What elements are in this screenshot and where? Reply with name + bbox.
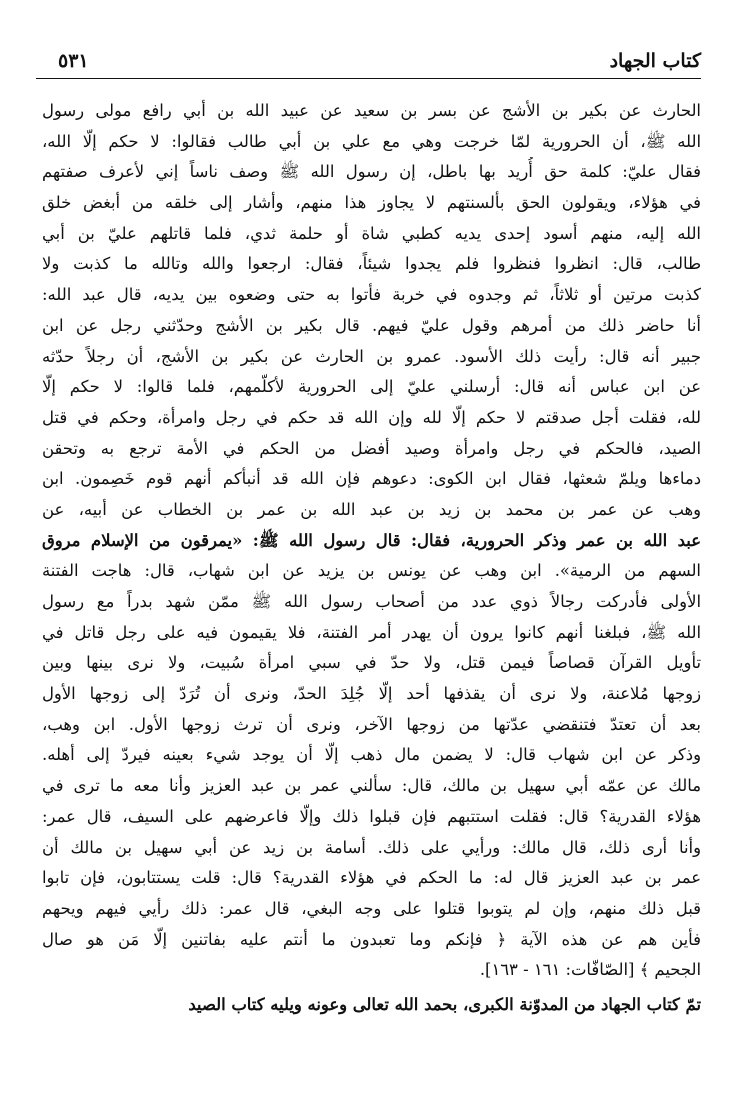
text-line-27: قبل ذلك منهم، وإن لم يتوبوا قتلوا على وجه البغي، قال عمر: ذلك رأيي فيهم ويحهم: [42, 898, 701, 918]
text-line-5: الله إليه، منهم أسود إحدى يديه كطبي شاة أو حلمة ثدي، فلما قاتلهم عليّ بن أبي: [42, 223, 701, 243]
closing-line: تمّ كتاب الجهاد من المدوّنة الكبرى، بحمد الله تعالى وعونه ويليه كتاب الصيد: [188, 995, 701, 1014]
text-line-12: الصيد، فالحكم في رجل وامرأة وصيد أفضل من الحكم في الأمة ترجع به وتحقن: [42, 438, 701, 458]
text-line-9: جبير أنه قال: رأيت ذلك الأسود. عمرو بن الحارث عن بكير بن الأشج، أن رجلاً حدّثه: [42, 346, 701, 366]
text-line-17: الأولى فأدركت رجالاً ذوي عدد من أصحاب رسول الله ﷺ ممّن شهد بدراً مع رسول: [42, 592, 701, 611]
text-line-19: تأويل القرآن قصاصاً فيمن قتل، ولا حدّ في سبي امرأة سُبيت، ولا نرى بينها وبين: [42, 653, 701, 673]
page-header: [36, 44, 701, 74]
text-line-3: فقال عليّ: كلمة حق أُريد بها باطل، إن رسول الله ﷺ وصف ناساً إني لأعرف صفتهم: [42, 162, 701, 182]
text-line-23: مالك عن عمّه أبي سهيل بن مالك، قال: سألني عمر بن عبد العزيز وأنا معه ما ترى في: [42, 776, 701, 796]
text-line-29: الجحيم ﴾ [الصّافّات: ١٦١ - ١٦٣].: [479, 960, 701, 980]
body-text: [42, 96, 701, 986]
text-line-8: أنا حاضر ذلك من أمرهم وقول عليّ فيهم. قال بكير بن الأشج وحدّثني رجل عن ابن: [42, 315, 701, 335]
text-line-1: الحارث عن بكير بن الأشج عن بسر بن سعيد عن عبيد الله بن أبي رافع مولى رسول: [42, 101, 701, 120]
text-line-4: في هؤلاء، ويقولون الحق بألسنتهم لا يجاوز هذا منهم، وأشار إلى خلقه من أبغض خلق: [42, 193, 701, 213]
text-line-24: هؤلاء القدرية؟ قال: فقلت استتبهم فإن قبلوا ذلك وإلّا فاعرضهم على السيف، قال عمر:: [42, 806, 701, 826]
text-line-22: وذكر عن ابن شهاب قال: لا يضمن مال ذهب إلّا أن يوجد شيء بعينه فيردّ إلى أهله.: [42, 745, 701, 765]
text-line-25: وأنا أرى ذلك، قال مالك: ورأيي على ذلك. أسامة بن زيد عن أبي سهيل بن مالك أن: [42, 837, 701, 857]
text-line-11: لله، فقلت أجل صدقتم لا حكم إلّا لله وإن الله قد حكم في رجل وامرأة، وحكم في قتل: [42, 407, 701, 427]
text-line-20: زوجها مُلاعنة، ولا نرى أن يقذفها أحد إلّا جُلِدَ الحدّ، ونرى أن تُرَدّ إلى زوجها الأول: [42, 684, 701, 704]
text-line-14: وهب عن عمر بن محمد بن زيد بن عبد الله بن عمر بن الخطاب عن أبيه، عن: [42, 499, 701, 519]
book-title: كتاب الجهاد: [609, 50, 701, 72]
header-rule: [54, 78, 701, 79]
text-line-13: دماءها ويلمّ شعثها، فقال ابن الكوى: دعوهم فإن الله قد أنبأكم أنهم قوم خَصِمون. ابن: [42, 469, 701, 489]
text-line-16: السهم من الرمية». ابن وهب عن يونس بن يزيد عن ابن شهاب، قال: هاجت الفتنة: [42, 561, 701, 581]
text-line-2: الله ﷺ، أن الحرورية لمّا خرجت وهي مع علي بن أبي طالب فقالوا: لا حكم إلّا الله،: [42, 131, 701, 151]
text-line-28: فأين هم عن هذه الآية ﴿ فإنكم وما تعبدون ما أنتم عليه بفاتنين إلّا مَن هو صال: [42, 929, 701, 949]
text-line-18: الله ﷺ، فبلغنا أنهم كانوا يرون أن يهدر أمر الفتنة، فلا يقيمون فيه على رجل قاتل في: [42, 622, 701, 642]
page-number: ٥٣١: [58, 50, 89, 72]
text-line-10: عن ابن عباس أنه قال: أرسلني عليّ إلى الحرورية لأكلّمهم، فلما قالوا: لا حكم إلّا: [42, 377, 701, 397]
text-line-21: بعد أن تعتدّ فتنقضي عدّتها من زوجها الآخر، ونرى أن ترث زوجها الأول. ابن وهب،: [42, 714, 701, 734]
header-dash: [36, 78, 66, 79]
text-line-15: عبد الله بن عمر وذكر الحرورية، فقال: قال رسول الله ﷺ: «يمرقون من الإسلام مروق: [42, 530, 701, 550]
text-line-26: عمر بن عبد العزيز قال له: ما الحكم في هؤلاء القدرية؟ قال: قلت يستتابون، فإن تابوا: [42, 868, 701, 888]
text-line-6: طالب، قال: انظروا فنظروا فلم يجدوا شيئاً، فقال: ارجعوا والله وتالله ما كذبت ولا: [42, 254, 701, 274]
text-line-7: كذبت مرتين أو ثلاثاً، ثم وجدوه في خربة فأتوا به حتى وضعوه بين يديه، قال عبد الله:: [42, 285, 701, 305]
